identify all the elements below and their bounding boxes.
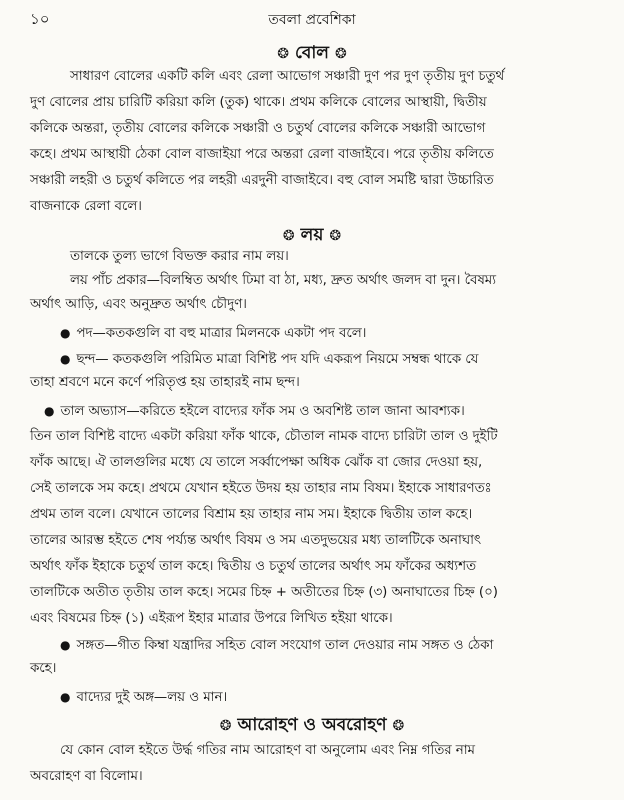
ornament-icon: ❂ — [282, 228, 295, 244]
loy-line-7 — [44, 402, 465, 421]
tal-obbhyas-text: তাল অভ্যাস—করিতে হইলে বাদ্যের ফাঁক সম ও অবশিষ্ট তাল জানা আবশ্যক। — [60, 404, 465, 419]
running-title: তবলা প্রবেশিকা — [268, 12, 356, 28]
songot-text: সঙ্গত—গীত কিম্বা যন্ত্রাদির সহিত বোল সংযোগ তাল দেওয়ার নাম সঙ্গত ও ঠেকা — [76, 638, 494, 653]
heading-bol-text: বোল — [295, 43, 329, 63]
loy-line-5 — [60, 350, 478, 369]
loy-line-1: তালকে তুল্য ভাগে বিভক্ত করার নাম লয়। — [70, 249, 289, 264]
loy-line-14: তালটিকে অতীত তৃতীয় তাল কহে। সমের চিহ্ন + অতীতের চিহ্ন (৩) অনাঘাতের চিহ্ন (০) — [30, 585, 498, 600]
bullet-icon: ● — [60, 352, 71, 366]
bol-line-2: দুণ বোলের প্রায় চারিটি করিয়া কলি (তুক) থাকে। প্রথম কলিকে বোলের আস্থায়ী, দ্বিতীয় — [30, 95, 487, 110]
bol-line-4: কহে। প্রথম আস্থায়ী ঠেকা বোল বাজাইয়া পরে অন্তরা রেলা বাজাইবে। পরে তৃতীয় কলিতে — [30, 147, 494, 162]
loy-line-17: কহে। — [30, 661, 57, 676]
bullet-icon: ● — [60, 326, 71, 340]
chhondo-text: ছন্দ— কতকগুলি পরিমিত মাত্রা বিশিষ্ট পদ যদি একরূপ নিয়মে সম্বন্ধ থাকে যে — [76, 352, 479, 367]
loy-line-12: তালের আরম্ভ হইতে শেষ পর্য্যন্ত অর্থাৎ বিষম ও সম এতদুভয়ের মধ্য তালটিকে অনাঘাৎ — [30, 533, 482, 548]
bullet-icon: ● — [44, 404, 55, 418]
bol-line-3: কলিকে অন্তরা, তৃতীয় বোলের কলিকে সঞ্চারী ও চতুর্থ বোলের কলিকে সঞ্চারী আভোগ — [30, 121, 486, 136]
bullet-icon: ● — [60, 690, 71, 704]
loy-line-10: সেই তালকে সম কহে। প্রথমে যেখান হইতে উদয় হয় তাহার নাম বিষম। ইহাকে সাধারণতঃ — [30, 481, 492, 496]
loy-line-13: অর্থাৎ ফাঁক ইহাকে চতুর্থ তাল কহে। দ্বিতীয় ও চতুর্থ তালের অর্থাৎ সম ফাঁকের অধ্যশত — [30, 559, 476, 574]
bol-line-6: বাজনাকে রেলা বলে। — [30, 199, 142, 214]
bullet-icon: ● — [60, 638, 71, 652]
ornament-icon: ❂ — [219, 718, 232, 734]
heading-aroh — [0, 712, 624, 740]
ornament-icon: ❂ — [334, 46, 347, 62]
loy-line-8: তিন তাল বিশিষ্ট বাদ্যে একটা করিয়া ফাঁক থাকে, চৌতাল নামক বাদ্যে চারিটা তাল ও দুইটি — [30, 429, 498, 444]
loy-line-4 — [60, 324, 366, 343]
page-number: ১০ — [30, 10, 50, 28]
heading-loy-text: লয় — [300, 225, 324, 245]
heading-aroh-text: আরোহণ ও অবরোহণ — [237, 715, 387, 735]
baddyer-text: বাদ্যের দুই অঙ্গ—লয় ও মান। — [76, 690, 228, 705]
aroh-line-2: অবরোহণ বা বিলোম। — [30, 769, 143, 784]
loy-line-2: লয় পাঁচ প্রকার—বিলম্বিত অর্থাৎ ঢিমা বা ঠা, মধ্য, দ্রুত অর্থাৎ জলদ বা দুন। বৈষম্য — [70, 273, 497, 288]
ornament-icon: ❂ — [329, 228, 342, 244]
loy-line-6: তাহা শ্রবণে মনে কর্ণে পরিতৃপ্ত হয় তাহারই নাম ছন্দ। — [30, 375, 300, 390]
ornament-icon: ❂ — [392, 718, 405, 734]
heading-loy — [0, 222, 624, 250]
loy-line-11: প্রথম তাল বলে। যেখানে তালের বিশ্রাম হয় তাহার নাম সম। ইহাকে দ্বিতীয় তাল কহে। — [30, 507, 473, 522]
loy-line-3: অর্থাৎ আড়ি, এবং অনুদ্রুত অর্থাৎ চৌদুণ। — [30, 297, 247, 312]
aroh-line-1: যে কোন বোল হইতে উর্দ্ধ গতির নাম আরোহণ বা অনুলোম এবং নিম্ন গতির নাম — [60, 743, 475, 758]
pod-text: পদ—কতকগুলি বা বহু মাত্রার মিলনকে একটা পদ বলে। — [76, 326, 367, 341]
loy-line-16 — [60, 636, 493, 655]
bol-line-1: সাধারণ বোলের একটি কলি এবং রেলা আভোগ সঞ্চারী দুণ পর দুণ তৃতীয় দুণ চতুর্থ — [70, 69, 505, 84]
loy-line-18 — [60, 688, 227, 707]
loy-line-15: এবং বিষমের চিহ্ন (১) এইরূপ ইহার মাত্রার উপরে লিখিত হইয়া থাকে। — [30, 611, 393, 626]
loy-line-9: ফাঁক আছে। ঐ তালগুলির মধ্যে যে তালে সর্ব্বাপেক্ষা অধিক ঝোঁক বা জোর দেওয়া হয়, — [30, 455, 483, 470]
heading-bol — [0, 40, 624, 68]
ornament-icon: ❂ — [277, 46, 290, 62]
bol-line-5: সঞ্চারী লহরী ও চতুর্থ কলিতে পর লহরী এরদুনী বাজাইবে। বহু বোল সমষ্টি দ্বারা উচ্চারিত — [30, 173, 494, 188]
